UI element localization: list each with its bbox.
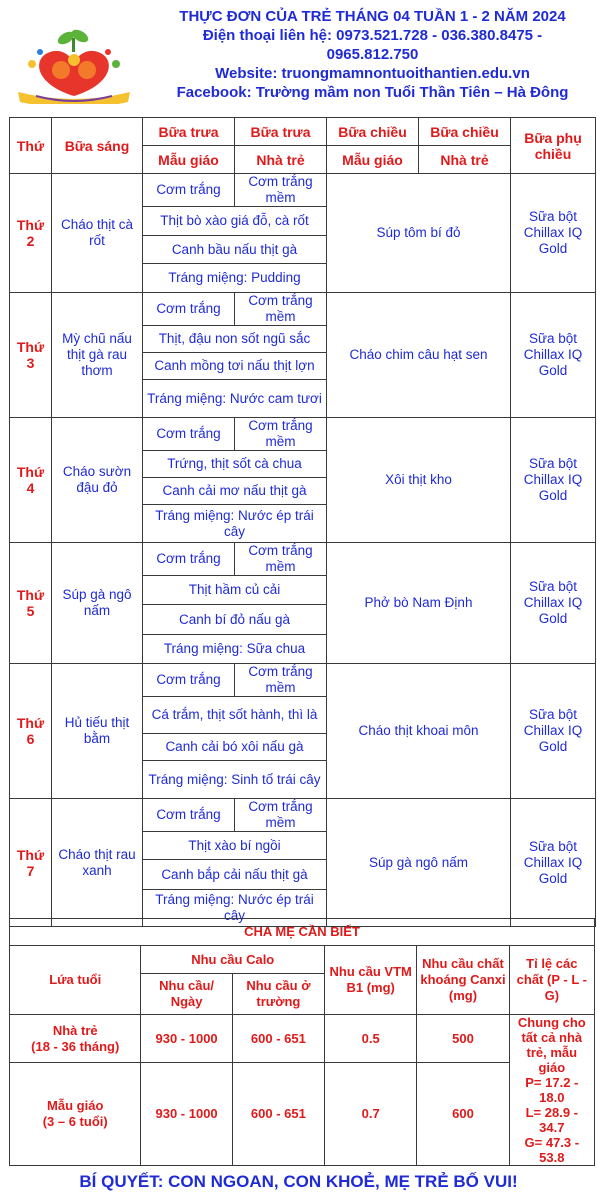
afternoon-cell: Súp gà ngô nấm bbox=[327, 799, 511, 927]
phone-line-2: 0965.812.750 bbox=[326, 46, 419, 63]
nutrition-table bbox=[9, 918, 595, 1166]
calo-school-value: 600 - 651 bbox=[232, 1063, 324, 1166]
main-dish-cell: Trứng, thịt sốt cà chua bbox=[143, 451, 327, 478]
dessert-cell: Tráng miệng: Nước cam tươi bbox=[143, 380, 327, 418]
phone-line: Điện thoại liên hệ: 0973.521.728 - 036.380.8475 - bbox=[202, 27, 543, 44]
dessert-cell: Tráng miệng: Nước ép trái cây bbox=[143, 890, 327, 927]
snack-cell: Sữa bột Chillax IQ Gold bbox=[511, 799, 596, 927]
ratio-header: Tỉ lệ các chất (P - L - G) bbox=[509, 946, 594, 1015]
snack-cell: Sữa bột Chillax IQ Gold bbox=[511, 293, 596, 418]
day-row bbox=[10, 174, 596, 207]
vtm-value: 0.5 bbox=[325, 1015, 417, 1063]
ratio-value: Chung cho tất cả nhà trẻ, mẫu giáo P= 17.2 - 18.0 L= 28.9 - 34.7 G= 47.3 - 53.8 bbox=[509, 1015, 594, 1166]
col-thu: Thứ bbox=[10, 118, 52, 174]
soup-cell: Canh bí đỏ nấu gà bbox=[143, 605, 327, 635]
day-label: Thứ 7 bbox=[10, 799, 52, 927]
afternoon-cell: Súp tôm bí đỏ bbox=[327, 174, 511, 293]
menu-table bbox=[9, 117, 596, 927]
parents-notice: CHA MẸ CẦN BIẾT bbox=[10, 919, 595, 946]
afternoon-cell: Phở bò Nam Định bbox=[327, 543, 511, 664]
afternoon-cell: Cháo chim câu hạt sen bbox=[327, 293, 511, 418]
day-row bbox=[10, 293, 596, 326]
main-dish-cell: Thịt, đậu non sốt ngũ sắc bbox=[143, 326, 327, 353]
day-label: Thứ 2 bbox=[10, 174, 52, 293]
day-row bbox=[10, 418, 596, 451]
day-label: Thứ 4 bbox=[10, 418, 52, 543]
day-row bbox=[10, 543, 596, 576]
day-label: Thứ 3 bbox=[10, 293, 52, 418]
sub-mau-giao: Mẫu giáo bbox=[143, 146, 235, 174]
calo-header: Nhu cầu Calo bbox=[141, 946, 325, 974]
age-nha-tre: Nhà trẻ (18 - 36 tháng) bbox=[10, 1015, 141, 1063]
day-row bbox=[10, 799, 596, 832]
dessert-cell: Tráng miệng: Nước ép trái cây bbox=[143, 505, 327, 543]
snack-cell: Sữa bột Chillax IQ Gold bbox=[511, 543, 596, 664]
soft-rice-cell: Cơm trắng mềm bbox=[235, 543, 327, 576]
calo-day-value: 930 - 1000 bbox=[141, 1063, 232, 1166]
soup-cell: Canh cải bó xôi nấu gà bbox=[143, 734, 327, 761]
col-afternoon-kg: Bữa chiều bbox=[327, 118, 419, 146]
footer-slogan: BÍ QUYẾT: CON NGOAN, CON KHOẺ, MẸ TRẺ BỐ VUI! bbox=[79, 1172, 518, 1191]
vtm-value: 0.7 bbox=[325, 1063, 417, 1166]
col-lunch-nt: Bữa trưa bbox=[235, 118, 327, 146]
soup-cell: Canh bầu nấu thịt gà bbox=[143, 236, 327, 264]
age-mau-giao: Mẫu giáo (3 – 6 tuổi) bbox=[10, 1063, 141, 1166]
rice-cell: Cơm trắng bbox=[143, 543, 235, 576]
afternoon-cell: Cháo thịt khoai môn bbox=[327, 664, 511, 799]
calo-day-header: Nhu cầu/ Ngày bbox=[141, 974, 232, 1015]
dessert-cell: Tráng miệng: Sữa chua bbox=[143, 635, 327, 664]
col-lunch-kg: Bữa trưa bbox=[143, 118, 235, 146]
day-label: Thứ 6 bbox=[10, 664, 52, 799]
calo-school-value: 600 - 651 bbox=[232, 1015, 324, 1063]
sub-nha-tre: Nhà trẻ bbox=[419, 146, 511, 174]
soft-rice-cell: Cơm trắng mềm bbox=[235, 664, 327, 697]
calcium-value: 600 bbox=[417, 1063, 509, 1166]
calo-school-header: Nhu cầu ở trường bbox=[232, 974, 324, 1015]
rice-cell: Cơm trắng bbox=[143, 174, 235, 207]
soft-rice-cell: Cơm trắng mềm bbox=[235, 293, 327, 326]
day-row bbox=[10, 664, 596, 697]
breakfast-cell: Mỳ chũ nấu thịt gà rau thơm bbox=[52, 293, 143, 418]
snack-cell: Sữa bột Chillax IQ Gold bbox=[511, 174, 596, 293]
main-dish-cell: Cá trắm, thịt sốt hành, thì là bbox=[143, 697, 327, 734]
soup-cell: Canh cải mơ nấu thịt gà bbox=[143, 478, 327, 505]
breakfast-cell: Cháo sườn đậu đỏ bbox=[52, 418, 143, 543]
breakfast-cell: Súp gà ngô nấm bbox=[52, 543, 143, 664]
dessert-cell: Tráng miệng: Sinh tố trái cây bbox=[143, 761, 327, 799]
rice-cell: Cơm trắng bbox=[143, 418, 235, 451]
calcium-value: 500 bbox=[417, 1015, 509, 1063]
snack-cell: Sữa bột Chillax IQ Gold bbox=[511, 664, 596, 799]
menu-title: THỰC ĐƠN CỦA TRẺ THÁNG 04 TUẦN 1 - 2 NĂM 2024 bbox=[179, 8, 566, 25]
vtm-header: Nhu cầu VTM B1 (mg) bbox=[325, 946, 417, 1015]
breakfast-cell: Cháo thịt cà rốt bbox=[52, 174, 143, 293]
age-header: Lứa tuổi bbox=[10, 946, 141, 1015]
main-dish-cell: Thịt xào bí ngồi bbox=[143, 832, 327, 860]
soup-cell: Canh mồng tơi nấu thịt lợn bbox=[143, 353, 327, 380]
rice-cell: Cơm trắng bbox=[143, 799, 235, 832]
website-line: Website: truongmamnontuoithantien.edu.vn bbox=[215, 65, 530, 82]
snack-cell: Sữa bột Chillax IQ Gold bbox=[511, 418, 596, 543]
afternoon-cell: Xôi thịt kho bbox=[327, 418, 511, 543]
rice-cell: Cơm trắng bbox=[143, 664, 235, 697]
school-logo bbox=[14, 22, 134, 104]
day-label: Thứ 5 bbox=[10, 543, 52, 664]
sub-nha-tre: Nhà trẻ bbox=[235, 146, 327, 174]
soft-rice-cell: Cơm trắng mềm bbox=[235, 174, 327, 207]
col-breakfast: Bữa sáng bbox=[52, 118, 143, 174]
soup-cell: Canh bắp cải nấu thịt gà bbox=[143, 860, 327, 890]
header-row bbox=[10, 118, 596, 146]
breakfast-cell: Cháo thịt rau xanh bbox=[52, 799, 143, 927]
page-header bbox=[150, 7, 595, 102]
main-dish-cell: Thịt bò xào giá đỗ, cà rốt bbox=[143, 207, 327, 236]
soft-rice-cell: Cơm trắng mềm bbox=[235, 418, 327, 451]
breakfast-cell: Hủ tiếu thịt bằm bbox=[52, 664, 143, 799]
calo-day-value: 930 - 1000 bbox=[141, 1015, 232, 1063]
calcium-header: Nhu cầu chất khoáng Canxi (mg) bbox=[417, 946, 509, 1015]
col-snack: Bữa phụ chiều bbox=[511, 118, 596, 174]
sub-mau-giao: Mẫu giáo bbox=[327, 146, 419, 174]
rice-cell: Cơm trắng bbox=[143, 293, 235, 326]
col-afternoon-nt: Bữa chiều bbox=[419, 118, 511, 146]
main-dish-cell: Thịt hầm củ cải bbox=[143, 576, 327, 605]
soft-rice-cell: Cơm trắng mềm bbox=[235, 799, 327, 832]
facebook-line: Facebook: Trường mầm non Tuổi Thần Tiên – Hà Đông bbox=[176, 84, 569, 101]
dessert-cell: Tráng miệng: Pudding bbox=[143, 264, 327, 293]
